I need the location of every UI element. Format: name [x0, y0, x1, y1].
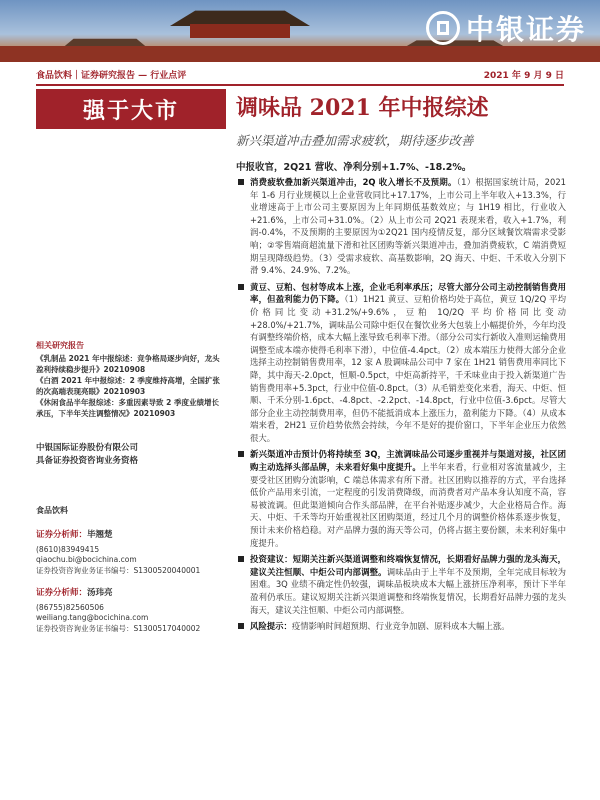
analyst-name-line	[36, 530, 224, 541]
related-reports-title: 相关研究报告	[36, 341, 84, 350]
summary-headline: 中报收官，2Q21 营收、净利分别+1.7%、-18.2%。	[236, 162, 472, 173]
analyst-phone: (8610)83949415	[36, 544, 100, 554]
bullet-paragraph	[236, 553, 566, 616]
bullet-body: （1）根据国家统计局，2021 年 1-6 月行业规模以上企业营收同比+17.17%，上市公司上半年收入+13.3%，行业增速高于上市公司主要原因为上年同期低基数效应；与 1H19 相比，行业收入+21.6%，上市公司+31.0%。（2）从上市公司 2Q21 表现来看，收入+1.7%，利润-0.4%，不及预期的主要原因为①2Q21 国内疫情反复，部分区域餐饮端需求受影响；②零售端商超流量下滑和社区团购等新兴渠道冲击，叠加消费疲软，C 端消费短期呈现降级趋势。（3）受需求疲软、高基数影响，2Q 海天、中炬、千禾收入分别下滑 9.4%、24.9%、7.2%。	[250, 177, 566, 276]
company-name: 中银国际证券股份有限公司 具备证券投资咨询业务资格	[36, 443, 139, 466]
bullet-paragraph	[236, 281, 566, 445]
bullet-body: 上半年来看，行业相对客流量减少，主要受社区团购分流影响，C 端总体需求有所下滑。社区团购以推荐的方式，平台选择低价产品用来引流，一定程度的引发消费降级，而消费者对产品本身认知度不高，容易被流调。但此渠道倾向合作头部品牌，在平台补贴逐步减少，大企业格局合作。海天、中炬、千禾等均开始重视社区团购渠道，经过几个月的调整价格体系逐步恢复，预计未来价格趋稳。对产品牌力强的海天等公司，仍将占据主要份额，未来利好集中度提升。	[250, 462, 567, 548]
analyst-label: 证券分析师：	[36, 530, 88, 540]
bullet-lead: 投资建议：短期关注新兴渠道调整和终端恢复情况，长期看好品牌力强的龙头海天，建议关注恒顺、中炬公司内部调整。	[250, 554, 566, 577]
analyst-card	[36, 588, 224, 634]
bullet-paragraph	[236, 620, 566, 633]
divider	[36, 84, 564, 86]
sector-label: 食品饮料	[36, 506, 68, 515]
report-meta-bar	[36, 64, 564, 84]
palace-roof-graphic	[170, 4, 310, 26]
analyst-name: 毕翘楚	[87, 530, 113, 540]
report-subtitle: 新兴渠道冲击叠加需求疲软，期待逐步改善	[236, 133, 474, 148]
analyst-label: 证券分析师：	[36, 588, 88, 598]
analyst-email[interactable]: qiaochu.bi@bocichina.com	[36, 555, 137, 564]
rating-badge: 强于大市	[36, 89, 226, 129]
bank-logo-icon	[426, 11, 460, 45]
related-reports-list	[36, 354, 224, 420]
bullet-body: （1）1H21 黄豆、豆粕价格均处于高位，黄豆 1Q/2Q 平均价格同比变动+31.2%/+9.6%，豆粕 1Q/2Q 平均价格同比变动+28.0%/+21.7%，调味品公司除中炬仅在餐饮业务大包装上小幅提价外，今年均没有调整终端价格，成本大幅上涨导致毛利率下滑。（部分公司实行新收入准则运输费用调整至成本端亦使得毛利率下滑），中位值-4.4pct。（2）成本端压力使得大部分企业选择主动控制销售费用率，12 家 A 股调味品公司中 7 家在 1H21 销售费用率同比下降，其中海天-2.0pct，恒顺-0.5pct，中炬高新持平，千禾味业由于投入新渠道广告销售费用率+5.3pct，行业中位值-0.8pct。（3）从毛销差变化来看，海天、中炬、恒顺、千禾分别-1.6pct、-4.8pct、-2.2pct、-14.8pct，行业中位值-3.6pct。尽管大部分企业主动控制费用率，但仍不能抵消成本上涨压力，盈利能力下降。（4）从成本端来看，2H21 豆价趋势依然会持续，今年不是好的提价窗口，下半年企业压力依然很大。	[250, 294, 566, 443]
bullet-paragraph	[236, 448, 566, 549]
bullet-lead: 消费疲软叠加新兴渠道冲击，2Q 收入增长不及预期。	[250, 177, 457, 187]
report-title: 调味品 2021 年中报综述	[236, 95, 489, 121]
analyst-cert: 证券投资咨询业务证书编号：S1300517040002	[36, 623, 201, 633]
bullet-body: 调味品由于上半年不及预期，全年完成目标较为困难。3Q 业绩不确定性仍较强，调味品板块成本大幅上涨挤压净利率，预计下半年盈利仍承压。建议短期关注新兴渠道调整和终端恢复情况，长期看好品牌力强的龙头海天，建议关注恒顺、中炬公司内部调整。	[250, 566, 567, 615]
analyst-name-line	[36, 588, 224, 599]
palace-hall-graphic	[190, 24, 290, 38]
report-date: 2021 年 9 月 9 日	[483, 70, 564, 81]
report-category: 食品饮料｜证券研究报告 — 行业点评	[36, 70, 187, 81]
company-info	[36, 442, 224, 468]
related-report-item[interactable]: 《休闲食品半年报综述：多重因素导致 2 季度业绩增长承压，下半年关注调整情况》20210903	[36, 398, 219, 418]
analyst-card	[36, 530, 224, 576]
related-report-item[interactable]: 《乳制品 2021 年中报综述：竞争格局逐步向好，龙头盈利持续稳步提升》20210908	[36, 354, 220, 374]
palace-wall-graphic	[0, 46, 600, 62]
report-body	[236, 176, 566, 637]
bullet-paragraph	[236, 176, 566, 277]
header-banner	[0, 0, 600, 62]
analyst-phone: (86755)82560506	[36, 602, 104, 612]
bullet-body: 疫情影响时间超预期、行业竞争加剧、原料成本大幅上涨。	[291, 621, 510, 632]
analyst-name: 汤玮亮	[87, 588, 113, 598]
analyst-email[interactable]: weiliang.tang@bocichina.com	[36, 613, 149, 622]
analyst-cert: 证券投资咨询业务证书编号：S1300520040001	[36, 565, 201, 575]
brand-name: 中银证券	[465, 13, 586, 46]
related-report-item[interactable]: 《白酒 2021 年中报综述：2 季度维持高增，全国扩张的次高端表现亮眼》20210903	[36, 376, 220, 396]
brand-logo	[426, 8, 586, 48]
bullet-lead: 新兴渠道冲击预计仍将持续至 3Q，主流调味品公司逐步重视并与渠道对接，社区团购主动选择头部品牌，未来看好集中度提升。	[250, 449, 566, 473]
bullet-lead: 黄豆、豆粕、包材等成本上涨，企业毛利率承压；尽管大部分公司主动控制销售费用率，但盈利能力仍下降。	[250, 281, 566, 305]
bullet-lead: 风险提示：	[250, 621, 292, 632]
